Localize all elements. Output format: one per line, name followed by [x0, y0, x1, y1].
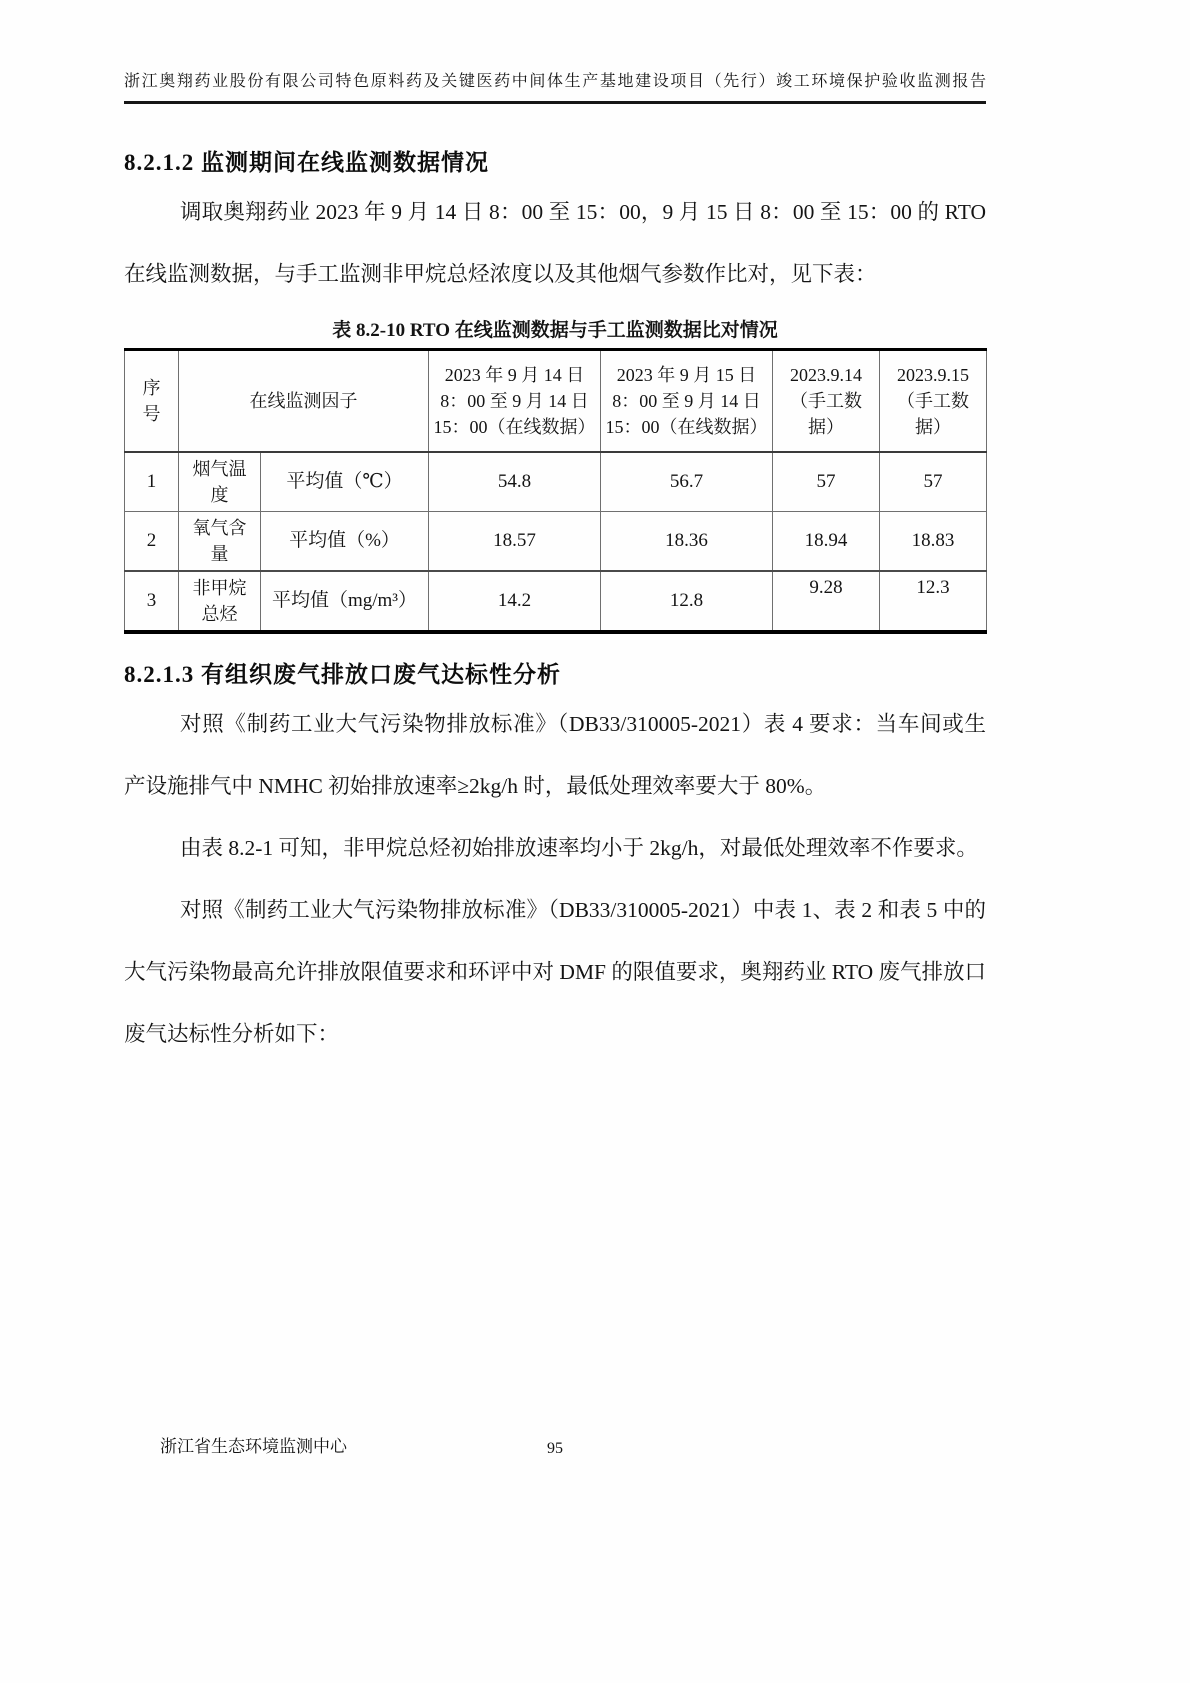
cell-online-914: 54.8	[429, 452, 601, 512]
cell-no: 3	[125, 571, 179, 632]
cell-factor: 氧气含量	[179, 512, 261, 572]
table-row	[125, 571, 987, 632]
cell-manual-914: 18.94	[773, 512, 880, 572]
cell-online-914: 14.2	[429, 571, 601, 632]
cell-manual-914: 9.28	[773, 571, 880, 632]
cell-stat: 平均值（℃）	[261, 452, 429, 512]
footer-page-number: 95	[547, 1440, 563, 1457]
cell-online-915: 12.8	[601, 571, 773, 632]
cell-manual-914: 57	[773, 452, 880, 512]
footer-organization: 浙江省生态环境监测中心	[160, 1437, 347, 1456]
table-header-row	[125, 350, 987, 453]
column-header-online-915: 2023 年 9 月 15 日 8：00 至 9 月 14 日 15：00（在线数据）	[601, 350, 773, 453]
table-row	[125, 512, 987, 572]
paragraph-standard-table4: 对照《制药工业大气污染物排放标准》（DB33/310005-2021）表 4 要求：当车间或生产设施排气中 NMHC 初始排放速率≥2kg/h 时，最低处理效率要大于 80%。	[124, 712, 986, 798]
paragraph-rate-below-2kgh: 由表 8.2-1 可知，非甲烷总烃初始排放速率均小于 2kg/h，对最低处理效率不作要求。	[180, 836, 978, 860]
cell-online-915: 56.7	[601, 452, 773, 512]
table-caption: 表 8.2-10 RTO 在线监测数据与手工监测数据比对情况	[332, 320, 778, 341]
table-row	[125, 452, 987, 512]
comparison-table	[124, 348, 987, 634]
page-header-title: 浙江奥翔药业股份有限公司特色原料药及关键医药中间体生产基地建设项目（先行）竣工环境保护验收监测报告	[124, 72, 986, 104]
cell-no: 2	[125, 512, 179, 572]
cell-online-914: 18.57	[429, 512, 601, 572]
cell-manual-915: 57	[880, 452, 987, 512]
cell-stat: 平均值（%）	[261, 512, 429, 572]
section-heading-8213: 8.2.1.3 有组织废气排放口废气达标性分析	[124, 662, 561, 687]
column-header-online-914: 2023 年 9 月 14 日 8：00 至 9 月 14 日 15：00（在线数据）	[429, 350, 601, 453]
column-header-factor: 在线监测因子	[179, 350, 429, 453]
paragraph-online-data-intro: 调取奥翔药业 2023 年 9 月 14 日 8：00 至 15：00，9 月 15 日 8：00 至 15：00 的 RTO 在线监测数据，与手工监测非甲烷总烃浓度以及其他烟气参数作比对，见下表：	[124, 200, 986, 286]
cell-manual-915: 12.3	[880, 571, 987, 632]
section-heading-8212: 8.2.1.2 监测期间在线监测数据情况	[124, 150, 489, 175]
cell-no: 1	[125, 452, 179, 512]
column-header-manual-914: 2023.9.14（手工数据）	[773, 350, 880, 453]
column-header-manual-915: 2023.9.15（手工数据）	[880, 350, 987, 453]
paragraph-limit-analysis-intro: 对照《制药工业大气污染物排放标准》（DB33/310005-2021）中表 1、表 2 和表 5 中的大气污染物最高允许排放限值要求和环评中对 DMF 的限值要求，奥翔药业 RTO 废气排放口废气达标性分析如下：	[124, 898, 986, 1046]
cell-online-915: 18.36	[601, 512, 773, 572]
cell-stat: 平均值（mg/m³）	[261, 571, 429, 632]
cell-manual-915: 18.83	[880, 512, 987, 572]
column-header-no: 序号	[125, 350, 179, 453]
page-content	[124, 128, 986, 1065]
cell-factor: 烟气温度	[179, 452, 261, 512]
cell-factor: 非甲烷总烃	[179, 571, 261, 632]
